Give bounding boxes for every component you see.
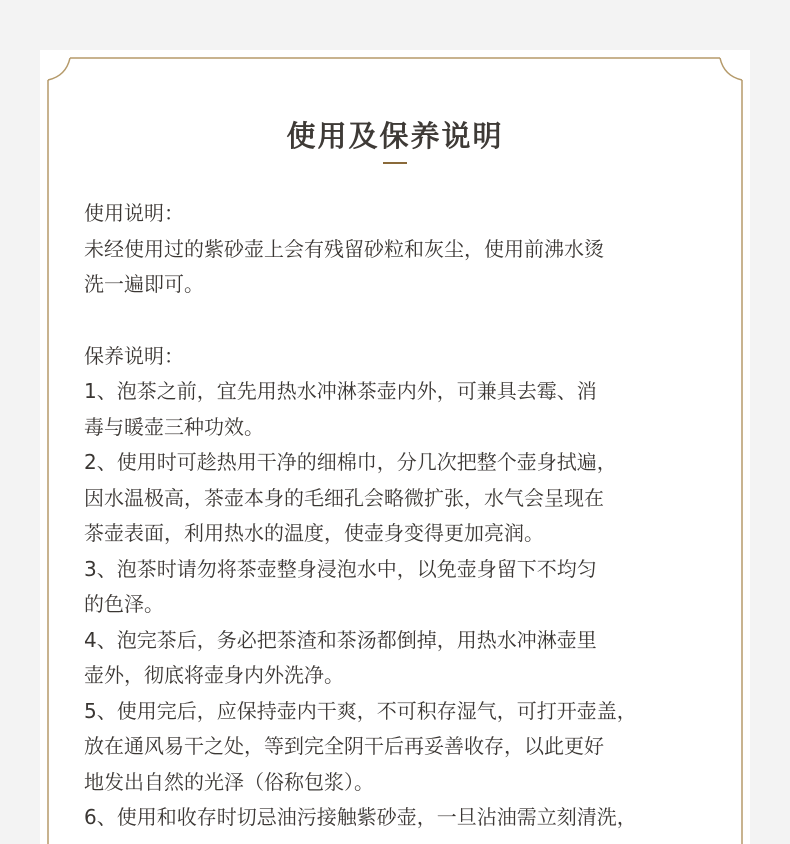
maintenance-line: 地发出自然的光泽（俗称包浆）。 xyxy=(84,769,374,794)
maintenance-line: 6、使用和收存时切忌油污接触紫砂壶，一旦沾油需立刻清洗， xyxy=(84,805,637,829)
maintenance-line: 放在通风易干之处，等到完全阴干后再妥善收存，以此更好 xyxy=(84,734,604,758)
usage-line: 洗一遍即可。 xyxy=(84,272,204,296)
maintenance-line: 1、泡茶之前，宜先用热水冲淋茶壶内外，可兼具去霉、消 xyxy=(84,379,597,403)
maintenance-line: 毒与暖壶三种功效。 xyxy=(84,414,264,439)
page-title: 使用及保养说明 xyxy=(286,119,504,153)
maintenance-heading: 保养说明： xyxy=(84,343,184,368)
instructions-body xyxy=(84,196,714,836)
title-underline xyxy=(383,162,407,164)
maintenance-line: 3、泡茶时请勿将茶壶整身浸泡水中，以免壶身留下不均匀 xyxy=(84,556,597,581)
section-gap xyxy=(84,303,714,339)
maintenance-line: 5、使用完后，应保持壶内干爽，不可积存湿气，可打开壶盖， xyxy=(84,698,637,723)
usage-heading: 使用说明： xyxy=(84,201,184,225)
instruction-card xyxy=(40,50,750,844)
maintenance-line: 茶壶表面，利用热水的温度，使壶身变得更加亮润。 xyxy=(84,521,544,545)
usage-line: 未经使用过的紫砂壶上会有残留砂粒和灰尘，使用前沸水烫 xyxy=(84,236,604,261)
top-right-corner-ornament xyxy=(720,58,742,80)
maintenance-line: 2、使用时可趁热用干净的细棉巾，分几次把整个壶身拭遍， xyxy=(84,450,617,474)
maintenance-line: 的色泽。 xyxy=(84,592,164,616)
maintenance-line: 4、泡完茶后，务必把茶渣和茶汤都倒掉，用热水冲淋壶里 xyxy=(84,627,597,652)
maintenance-line: 因水温极高，茶壶本身的毛细孔会略微扩张，水气会呈现在 xyxy=(84,485,604,510)
maintenance-line: 壶外，彻底将壶身内外洗净。 xyxy=(84,663,344,687)
top-left-corner-ornament xyxy=(48,58,70,80)
